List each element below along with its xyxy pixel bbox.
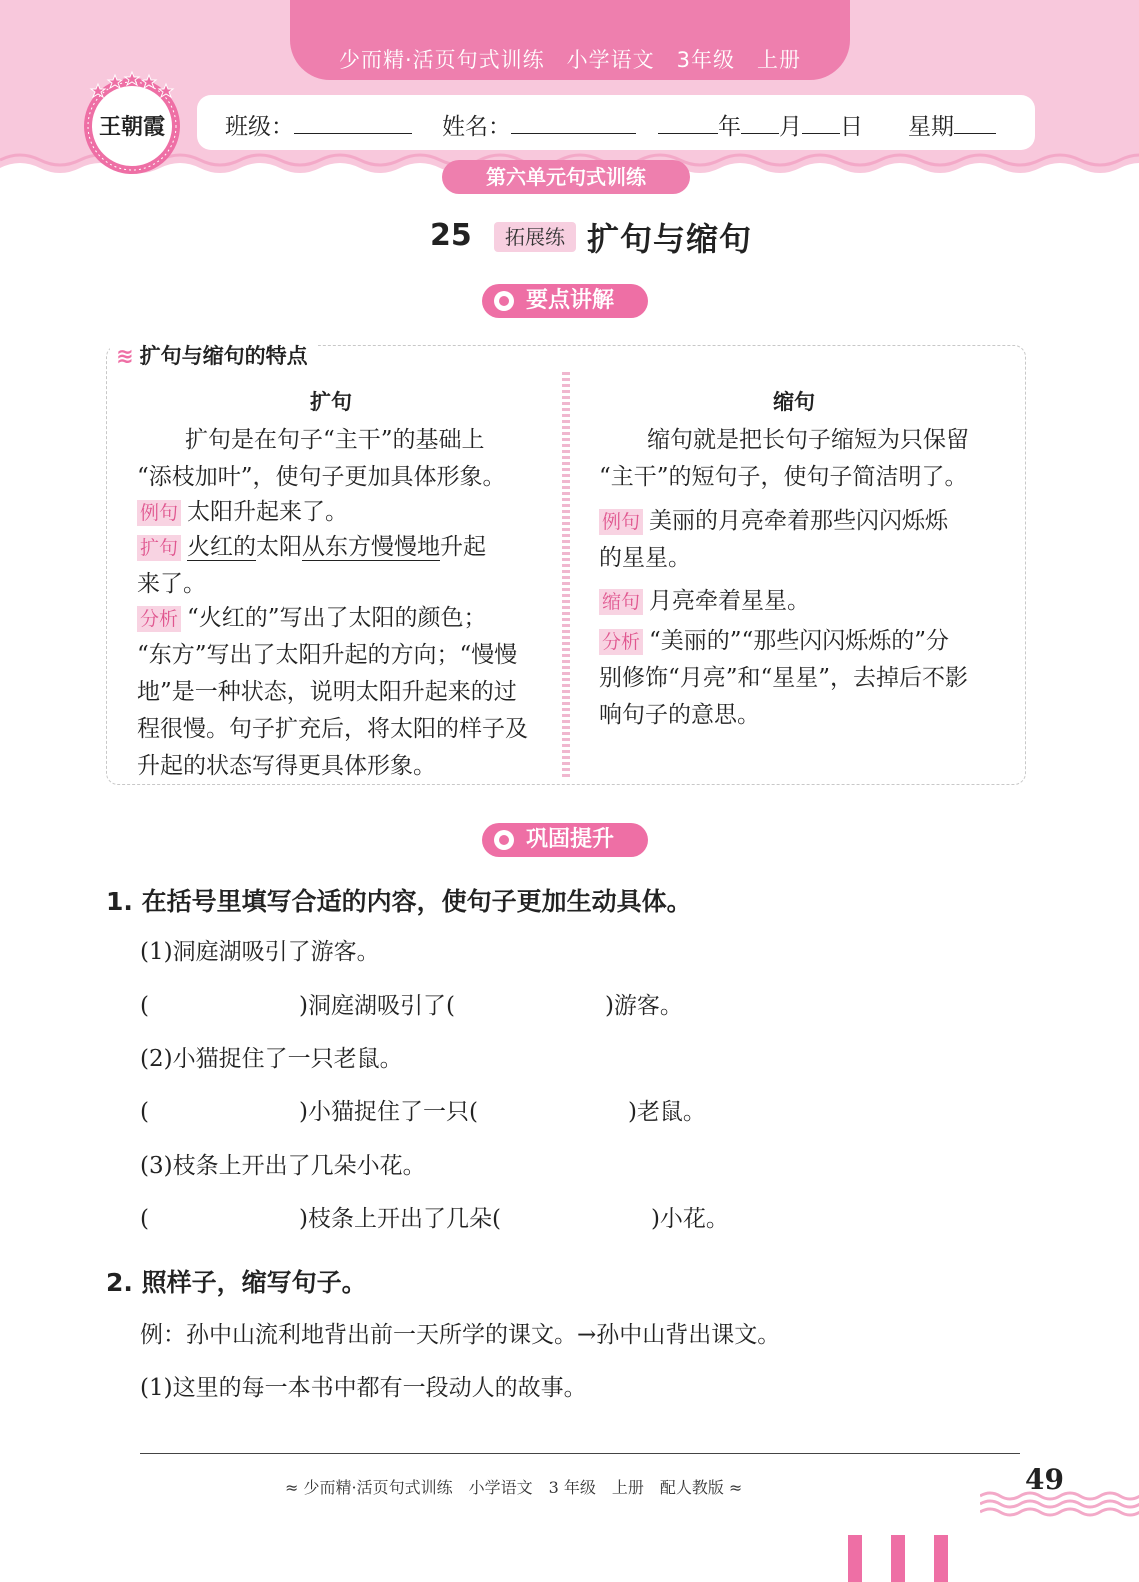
analysis-label: 分析 — [599, 629, 643, 655]
section-key-points-label: 要点讲解 — [526, 288, 615, 313]
month-blank[interactable] — [741, 111, 779, 134]
question-2-title: 2. 照样子，缩写句子。 — [106, 1268, 367, 1297]
q2-example: 例：孙中山流利地背出前一天所学的课文。→孙中山背出课文。 — [140, 1322, 781, 1348]
features-title-text: 扩句与缩句的特点 — [139, 344, 308, 368]
shrink-intro — [599, 422, 1009, 496]
shrink-analysis-line3: 响句子的意思。 — [599, 702, 760, 728]
medal-icon — [494, 830, 514, 850]
q1-item1-open: ( — [140, 993, 149, 1019]
expand-analysis-line5: 升起的状态写得更具体形象。 — [137, 753, 436, 779]
q1-item1-mid: )洞庭湖吸引了( — [298, 993, 455, 1019]
q1-item3-mid: )枝条上开出了几朵( — [298, 1206, 501, 1232]
lesson-type-tag: 拓展练 — [494, 222, 576, 252]
q1-item3-answer[interactable] — [140, 1200, 729, 1233]
weekday-field[interactable] — [908, 108, 996, 141]
q1-item2-answer[interactable] — [140, 1093, 706, 1126]
weekday-blank[interactable] — [954, 111, 996, 134]
year-blank[interactable] — [658, 111, 718, 134]
expand-analysis-line4: 程很慢。句子扩充后，将太阳的样子及 — [137, 716, 528, 742]
q1-item2-prompt: (2)小猫捉住了一只老鼠。 — [140, 1046, 403, 1072]
expand-modifier-2: 从东方慢慢地 — [302, 534, 441, 560]
footer-divider — [140, 1453, 1020, 1454]
q1-item1-prompt: (1)洞庭湖吸引了游客。 — [140, 939, 380, 965]
shrink-analysis-line2: 别修饰“月亮”和“星星”，去掉后不影 — [599, 665, 969, 691]
features-title — [110, 340, 318, 372]
example-label: 例句 — [599, 509, 643, 535]
expand-analysis — [137, 600, 547, 785]
class-field[interactable] — [225, 108, 412, 141]
edge-bar-1 — [848, 1535, 862, 1582]
wave-icon: ≋ — [116, 344, 134, 368]
q1-item1-answer[interactable] — [140, 987, 683, 1020]
expand-end: 来了。 — [137, 571, 206, 597]
shrink-label: 缩句 — [599, 589, 643, 615]
expand-label: 扩句 — [137, 535, 181, 561]
shrink-result — [599, 583, 1009, 620]
expand-analysis-line2: “东方”写出了太阳升起的方向；“慢慢 — [137, 642, 518, 668]
expand-analysis-line1: “火红的”写出了太阳的颜色； — [187, 605, 487, 631]
shrink-example — [599, 503, 1009, 577]
publisher-logo — [78, 70, 186, 178]
expand-analysis-line3: 地”是一种状态，说明太阳升起来的过 — [137, 679, 517, 705]
section-key-points — [482, 284, 648, 318]
expand-intro-line1: 扩句是在句子“主干”的基础上 — [185, 427, 485, 453]
q1-item2-mid: )小猫捉住了一只( — [298, 1099, 478, 1125]
footer-text: ≈ 少而精·活页句式训练 小学语文 3 年级 上册 配人教版 ≈ — [285, 1478, 743, 1497]
class-blank[interactable] — [294, 111, 412, 134]
name-label: 姓名： — [442, 114, 511, 140]
expand-example — [137, 494, 547, 531]
expand-subject: 太阳 — [256, 534, 303, 560]
expand-intro — [137, 422, 547, 496]
series-title: 少而精·活页句式训练 小学语文 3年级 上册 — [338, 48, 802, 72]
expand-example-text: 太阳升起来了。 — [187, 499, 349, 525]
expand-heading: 扩句 — [310, 390, 352, 414]
section-practice-label: 巩固提升 — [526, 827, 615, 852]
expand-modifier-1: 火红的 — [187, 534, 257, 560]
month-label: 月 — [779, 114, 802, 140]
column-divider — [562, 372, 570, 777]
name-blank[interactable] — [511, 111, 636, 134]
expand-verb: 升起 — [440, 534, 487, 560]
q1-item1-end: )游客。 — [604, 993, 683, 1019]
shrink-intro-line2: “主干”的短句子，使句子简洁明了。 — [599, 464, 968, 490]
footer-wave-decoration — [980, 1490, 1139, 1520]
example-label: 例句 — [137, 500, 181, 526]
expand-intro-line2: “添枝加叶”，使句子更加具体形象。 — [137, 464, 506, 490]
q1-item3-open: ( — [140, 1206, 149, 1232]
q2-item1-prompt: (1)这里的每一本书中都有一段动人的故事。 — [140, 1375, 587, 1401]
shrink-result-text: 月亮牵着星星。 — [649, 588, 811, 614]
name-field[interactable] — [442, 108, 636, 141]
section-practice — [482, 823, 648, 857]
day-label: 日 — [840, 114, 863, 140]
q1-item2-open: ( — [140, 1099, 149, 1125]
shrink-analysis-line1: “美丽的”“那些闪闪烁烁的”分 — [649, 628, 950, 654]
date-field[interactable] — [658, 108, 863, 141]
q1-item3-prompt: (3)枝条上开出了几朵小花。 — [140, 1153, 426, 1179]
logo-text: 王朝霞 — [98, 114, 166, 140]
shrink-heading: 缩句 — [773, 390, 815, 414]
day-blank[interactable] — [802, 111, 840, 134]
shrink-intro-line1: 缩句就是把长句子缩短为只保留 — [647, 427, 969, 453]
expand-result — [137, 529, 547, 603]
question-1-title: 1. 在括号里填写合适的内容，使句子更加生动具体。 — [106, 887, 692, 916]
medal-icon — [494, 291, 514, 311]
class-label: 班级： — [225, 114, 294, 140]
edge-bar-2 — [891, 1535, 905, 1582]
lesson-number: 25 — [430, 218, 472, 253]
shrink-analysis — [599, 623, 1009, 734]
analysis-label: 分析 — [137, 606, 181, 632]
weekday-label: 星期 — [908, 114, 954, 140]
year-label: 年 — [718, 114, 741, 140]
q1-item2-end: )老鼠。 — [627, 1099, 706, 1125]
shrink-example-line2: 的星星。 — [599, 545, 691, 571]
lesson-title: 扩句与缩句 — [587, 220, 753, 258]
page-number: 49 — [1025, 1463, 1064, 1496]
q1-item3-end: )小花。 — [650, 1206, 729, 1232]
shrink-example-line1: 美丽的月亮牵着那些闪闪烁烁 — [649, 508, 949, 534]
edge-bar-3 — [934, 1535, 948, 1582]
unit-tag: 第六单元句式训练 — [442, 160, 690, 194]
